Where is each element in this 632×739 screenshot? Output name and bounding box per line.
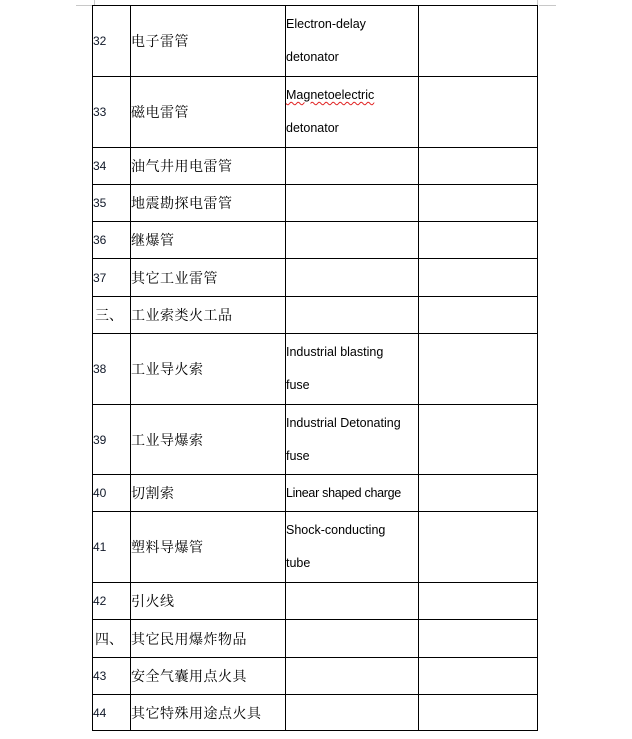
name-chinese[interactable]: 其它特殊用途点火具 (131, 695, 286, 731)
name-english[interactable] (286, 6, 419, 77)
remark-cell[interactable] (419, 6, 538, 77)
name-english[interactable] (286, 297, 419, 334)
name-english-line: fuse (286, 378, 310, 392)
name-english-line (286, 79, 418, 112)
row-number[interactable]: 42 (93, 583, 131, 620)
section-title[interactable]: 其它民用爆炸物品 (131, 620, 286, 658)
section-header-row (93, 620, 538, 658)
name-chinese[interactable]: 继爆管 (131, 222, 286, 259)
table-row (93, 695, 538, 731)
name-english[interactable] (286, 185, 419, 222)
row-number[interactable]: 33 (93, 77, 131, 148)
name-chinese[interactable]: 工业导火索 (131, 334, 286, 405)
spellcheck-flagged-word[interactable]: Magnetoelectric (286, 88, 375, 102)
table-row (93, 148, 538, 185)
name-english[interactable] (286, 658, 419, 695)
name-english[interactable] (286, 512, 419, 583)
name-english-line: Industrial blasting (286, 345, 384, 359)
name-chinese[interactable]: 其它工业雷管 (131, 259, 286, 297)
section-number[interactable]: 三、 (93, 297, 131, 334)
table-row (93, 583, 538, 620)
name-english-line: Linear shaped charge (286, 486, 401, 500)
name-english[interactable] (286, 475, 419, 512)
remark-cell[interactable] (419, 512, 538, 583)
name-english[interactable] (286, 620, 419, 658)
table-row (93, 512, 538, 583)
table-row (93, 77, 538, 148)
section-title[interactable]: 工业索类火工品 (131, 297, 286, 334)
margin-mark-right-horizontal (539, 5, 556, 6)
name-english[interactable] (286, 405, 419, 475)
remark-cell[interactable] (419, 658, 538, 695)
row-number[interactable]: 34 (93, 148, 131, 185)
remark-cell[interactable] (419, 297, 538, 334)
row-number[interactable]: 35 (93, 185, 131, 222)
name-english-line: fuse (286, 448, 310, 463)
name-chinese[interactable]: 电子雷管 (131, 6, 286, 77)
margin-mark-left-horizontal (76, 5, 93, 6)
name-chinese[interactable]: 切割索 (131, 475, 286, 512)
name-chinese[interactable]: 油气井用电雷管 (131, 148, 286, 185)
name-english[interactable] (286, 259, 419, 297)
row-number[interactable]: 36 (93, 222, 131, 259)
remark-cell[interactable] (419, 77, 538, 148)
table-row (93, 185, 538, 222)
table-row (93, 405, 538, 475)
table-row (93, 334, 538, 405)
name-chinese[interactable]: 安全气囊用点火具 (131, 658, 286, 695)
remark-cell[interactable] (419, 185, 538, 222)
row-number[interactable]: 32 (93, 6, 131, 77)
table-row (93, 259, 538, 297)
name-english-line: Industrial Detonating (286, 415, 401, 430)
name-english-line: detonator (286, 121, 339, 135)
name-english-line: Electron-delay (286, 17, 366, 31)
remark-cell[interactable] (419, 405, 538, 475)
name-english[interactable] (286, 77, 419, 148)
table-row (93, 475, 538, 512)
name-english[interactable] (286, 334, 419, 405)
explosives-table (92, 5, 538, 731)
name-chinese[interactable]: 引火线 (131, 583, 286, 620)
name-english-line: detonator (286, 50, 339, 64)
row-number[interactable]: 41 (93, 512, 131, 583)
table-row (93, 6, 538, 77)
remark-cell[interactable] (419, 583, 538, 620)
section-header-row (93, 297, 538, 334)
remark-cell[interactable] (419, 334, 538, 405)
section-number[interactable]: 四、 (93, 620, 131, 658)
row-number[interactable]: 44 (93, 695, 131, 731)
remark-cell[interactable] (419, 475, 538, 512)
row-number[interactable]: 37 (93, 259, 131, 297)
remark-cell[interactable] (419, 222, 538, 259)
row-number[interactable]: 40 (93, 475, 131, 512)
table-row (93, 658, 538, 695)
name-english[interactable] (286, 695, 419, 731)
name-chinese[interactable]: 磁电雷管 (131, 77, 286, 148)
row-number[interactable]: 43 (93, 658, 131, 695)
name-chinese[interactable]: 地震勘探电雷管 (131, 185, 286, 222)
table-row (93, 222, 538, 259)
name-english[interactable] (286, 148, 419, 185)
name-english-line: tube (286, 556, 311, 570)
remark-cell[interactable] (419, 148, 538, 185)
name-chinese[interactable]: 塑料导爆管 (131, 512, 286, 583)
row-number[interactable]: 39 (93, 405, 131, 475)
remark-cell[interactable] (419, 259, 538, 297)
name-chinese[interactable]: 工业导爆索 (131, 405, 286, 475)
remark-cell[interactable] (419, 695, 538, 731)
row-number[interactable]: 38 (93, 334, 131, 405)
name-english-line: Shock-conducting (286, 523, 386, 537)
name-english[interactable] (286, 222, 419, 259)
remark-cell[interactable] (419, 620, 538, 658)
name-english[interactable] (286, 583, 419, 620)
